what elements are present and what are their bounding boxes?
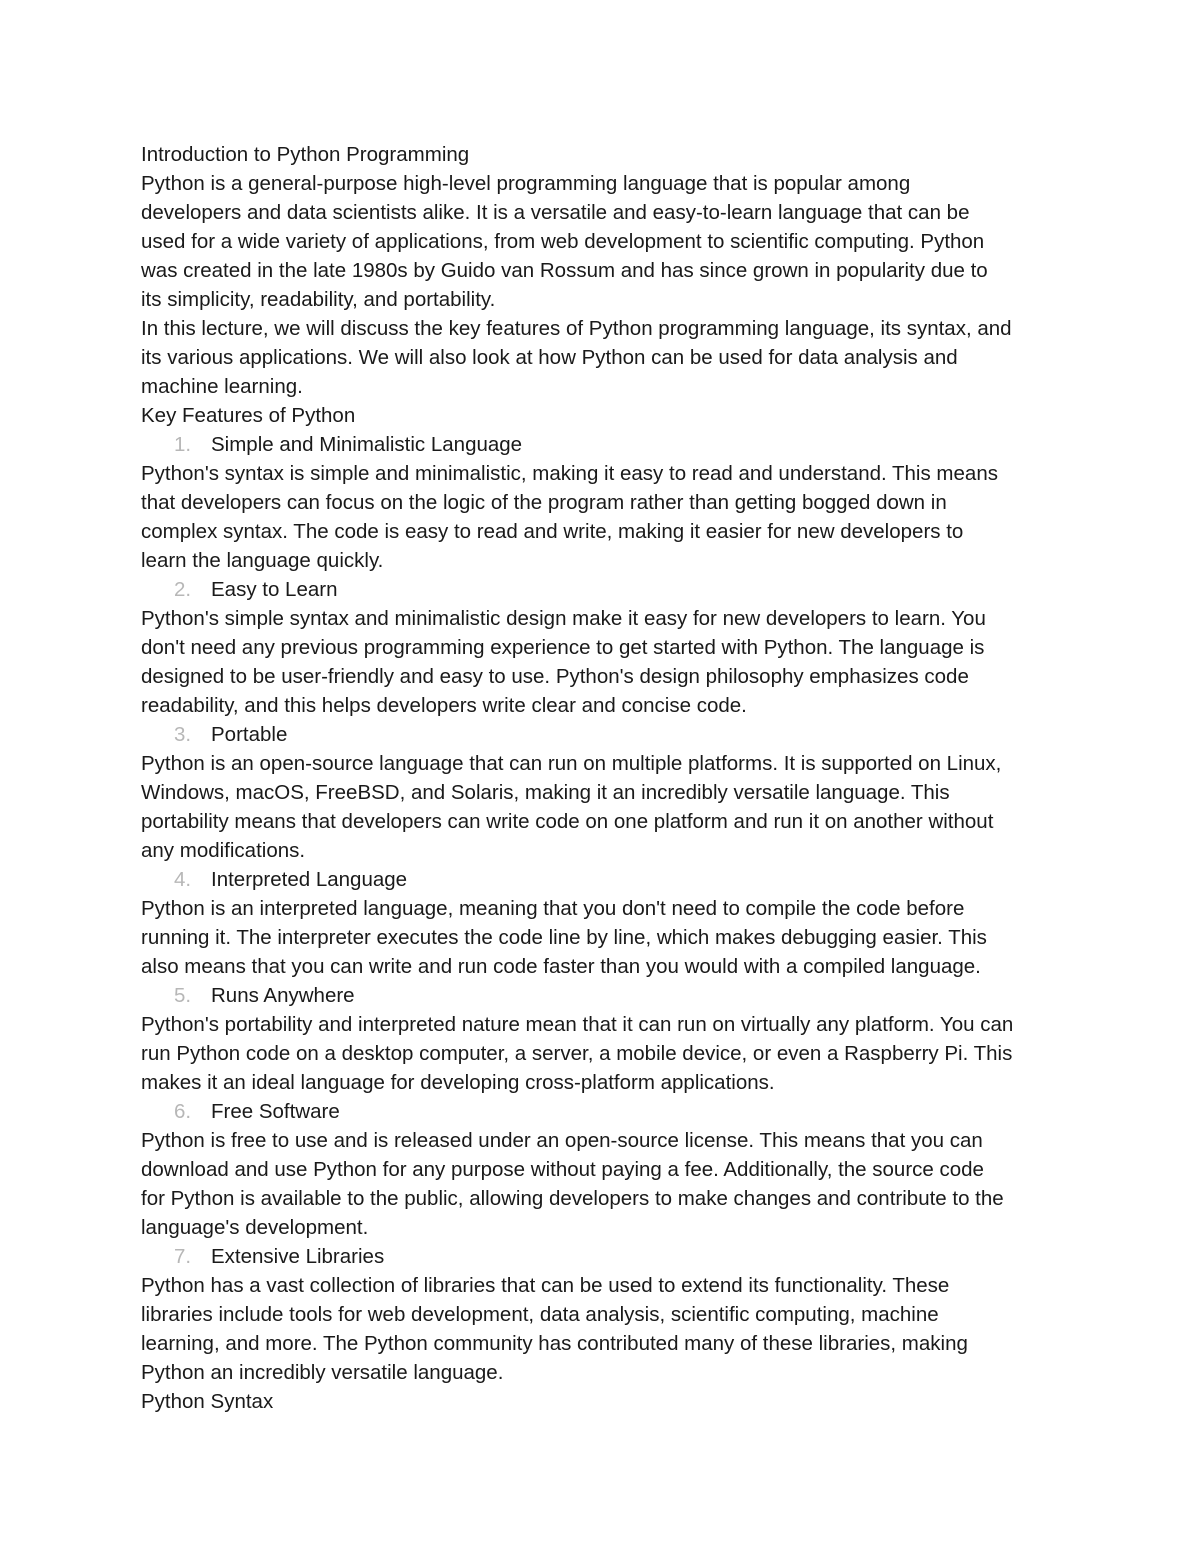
feature-list-item bbox=[141, 575, 1071, 604]
list-number: 6. bbox=[174, 1100, 192, 1123]
paragraph-line: run Python code on a desktop computer, a server, a mobile device, or even a Raspberry Pi. This bbox=[141, 1042, 1013, 1065]
paragraph-line: for Python is available to the public, allowing developers to make changes and contribute to the bbox=[141, 1187, 1004, 1210]
feature-list-item bbox=[141, 865, 1071, 894]
feature-list-item bbox=[141, 1242, 1071, 1271]
paragraph-line: don't need any previous programming experience to get started with Python. The language is bbox=[141, 636, 985, 659]
paragraph-line: Python is free to use and is released under an open-source license. This means that you can bbox=[141, 1129, 983, 1152]
paragraph-line: designed to be user-friendly and easy to use. Python's design philosophy emphasizes code bbox=[141, 665, 969, 688]
list-number: 4. bbox=[174, 868, 192, 891]
paragraph-line: developers and data scientists alike. It is a versatile and easy-to-learn language that can be bbox=[141, 201, 970, 224]
section-heading-key-features: Key Features of Python bbox=[141, 404, 356, 427]
feature-label: Simple and Minimalistic Language bbox=[211, 433, 523, 456]
paragraph-line: Python has a vast collection of libraries that can be used to extend its functionality. These bbox=[141, 1274, 950, 1297]
feature-list-item bbox=[141, 430, 1071, 459]
feature-label: Interpreted Language bbox=[211, 868, 408, 891]
section-heading-python-syntax: Python Syntax bbox=[141, 1390, 274, 1413]
feature-description bbox=[141, 1010, 1071, 1097]
feature-description bbox=[141, 894, 1071, 981]
paragraph-line: language's development. bbox=[141, 1216, 369, 1239]
list-number: 7. bbox=[174, 1245, 192, 1268]
paragraph-line: libraries include tools for web development, data analysis, scientific computing, machine bbox=[141, 1303, 939, 1326]
paragraph-line: portability means that developers can write code on one platform and run it on another without bbox=[141, 810, 994, 833]
feature-list-item bbox=[141, 1097, 1071, 1126]
feature-description bbox=[141, 604, 1071, 720]
paragraph-line: Python is an interpreted language, meaning that you don't need to compile the code before bbox=[141, 897, 965, 920]
list-number: 1. bbox=[174, 433, 192, 456]
paragraph-line: Python is an open-source language that can run on multiple platforms. It is supported on Linux, bbox=[141, 752, 1002, 775]
paragraph-line: complex syntax. The code is easy to read and write, making it easier for new developers to bbox=[141, 520, 964, 543]
feature-description bbox=[141, 1126, 1071, 1242]
paragraph-line: Python is a general-purpose high-level programming language that is popular among bbox=[141, 172, 911, 195]
intro-paragraph bbox=[141, 169, 1071, 314]
feature-description bbox=[141, 1271, 1071, 1387]
paragraph-line: that developers can focus on the logic of the program rather than getting bogged down in bbox=[141, 491, 947, 514]
document-title: Introduction to Python Programming bbox=[141, 143, 470, 166]
lecture-paragraph bbox=[141, 314, 1071, 401]
paragraph-line: Windows, macOS, FreeBSD, and Solaris, making it an incredibly versatile language. This bbox=[141, 781, 950, 804]
paragraph-line: running it. The interpreter executes the code line by line, which makes debugging easier. This bbox=[141, 926, 987, 949]
paragraph-line: machine learning. bbox=[141, 375, 303, 398]
list-number: 5. bbox=[174, 984, 192, 1007]
paragraph-line: learning, and more. The Python community has contributed many of these libraries, making bbox=[141, 1332, 968, 1355]
paragraph-line: Python's simple syntax and minimalistic design make it easy for new developers to learn. You bbox=[141, 607, 986, 630]
feature-label: Extensive Libraries bbox=[211, 1245, 385, 1268]
list-number: 2. bbox=[174, 578, 192, 601]
document-page bbox=[141, 140, 1071, 1416]
feature-label: Easy to Learn bbox=[211, 578, 338, 601]
list-number: 3. bbox=[174, 723, 192, 746]
paragraph-line: also means that you can write and run code faster than you would with a compiled language. bbox=[141, 955, 981, 978]
paragraph-line: was created in the late 1980s by Guido van Rossum and has since grown in popularity due to bbox=[141, 259, 988, 282]
feature-list-item bbox=[141, 720, 1071, 749]
paragraph-line: any modifications. bbox=[141, 839, 306, 862]
paragraph-line: download and use Python for any purpose without paying a fee. Additionally, the source code bbox=[141, 1158, 984, 1181]
feature-label: Portable bbox=[211, 723, 288, 746]
paragraph-line: In this lecture, we will discuss the key features of Python programming language, its syntax, and bbox=[141, 317, 1012, 340]
feature-list-item bbox=[141, 981, 1071, 1010]
feature-description bbox=[141, 749, 1071, 865]
feature-label: Runs Anywhere bbox=[211, 984, 355, 1007]
paragraph-line: learn the language quickly. bbox=[141, 549, 384, 572]
paragraph-line: its various applications. We will also look at how Python can be used for data analysis and bbox=[141, 346, 958, 369]
paragraph-line: Python's portability and interpreted nature mean that it can run on virtually any platform. You can bbox=[141, 1013, 1014, 1036]
feature-description bbox=[141, 459, 1071, 575]
paragraph-line: Python's syntax is simple and minimalistic, making it easy to read and understand. This means bbox=[141, 462, 998, 485]
paragraph-line: used for a wide variety of applications, from web development to scientific computing. Python bbox=[141, 230, 985, 253]
paragraph-line: makes it an ideal language for developing cross-platform applications. bbox=[141, 1071, 775, 1094]
paragraph-line: Python an incredibly versatile language. bbox=[141, 1361, 504, 1384]
paragraph-line: readability, and this helps developers write clear and concise code. bbox=[141, 694, 747, 717]
paragraph-line: its simplicity, readability, and portability. bbox=[141, 288, 496, 311]
feature-label: Free Software bbox=[211, 1100, 340, 1123]
